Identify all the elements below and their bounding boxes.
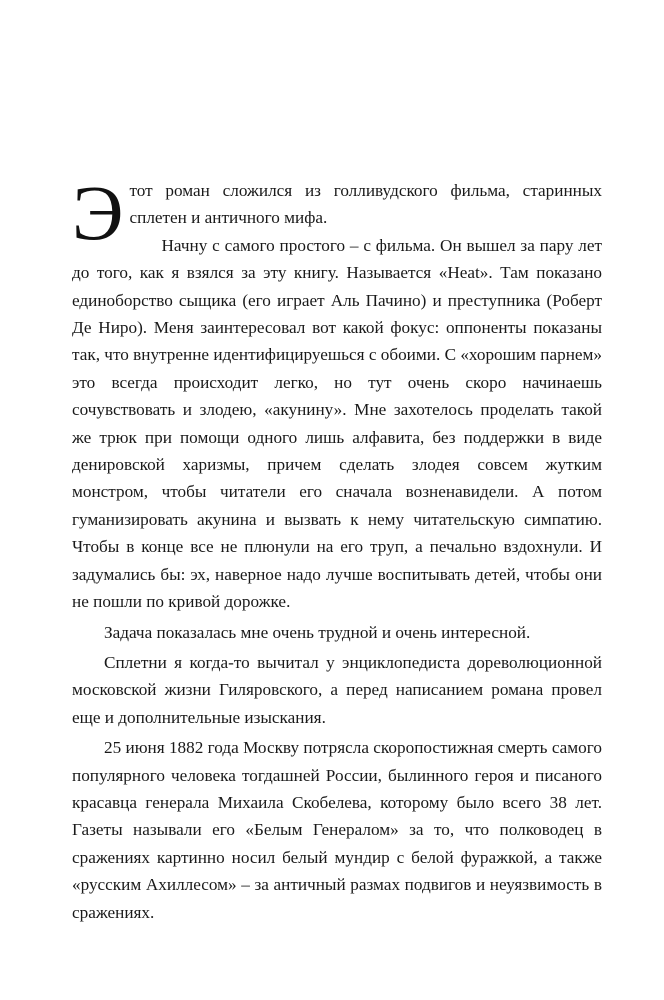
paragraph-2: Начну с самого простого – с фильма. Он вышел за пару лет до того, как я взялся за эту книгу. Называется «Heat». Там показано единоборство сыщика (его играет Аль Пачино) и преступника (Роберт Де Ниро). Меня заинтересовал вот какой фокус: оппоненты показаны так, что внутренне идентифицируешься с обоими. С «хорошим парнем» это всегда происходит легко, но тут очень скоро начинаешь сочувствовать и злодею, «акунину». Мне захотелось проделать такой же трюк при помощи одного лишь алфавита, без поддержки в виде дениpовской харизмы, причем сделать злодея совсем жутким монстром, чтобы читатели его сначала возненавидели. А потом гуманизировать акунина и вызвать к нему читательскую симпатию. Чтобы в конце все не плюнули на его труп, а печально вздохнули. И задумались бы: эх, наверное надо лучше воспитывать детей, чтобы они не пошли по кривой дорожке. bbox=[72, 235, 602, 612]
paragraph-5: 25 июня 1882 года Москву потрясла скоропостижная смерть самого популярного человека тогдашней России, былинного героя и писаного красавца генерала Михаила Скобелева, которому было всего 38 лет. Газеты называли его «Белым Генералом» за то, что полководец в сражениях картинно носил белый мундир с белой фуражкой, а также «русским Ахиллесом» – за античный размах подвигов и неуязвимость в сражениях. bbox=[72, 738, 602, 922]
drop-cap: Э bbox=[72, 169, 124, 256]
paragraph-1 bbox=[72, 169, 602, 256]
paragraph-1-text: тот роман сложился из голливудского фильма, старинных сплетен и античного мифа. bbox=[129, 181, 602, 228]
paragraph-3: Задача показалась мне очень трудной и очень интересной. bbox=[104, 622, 531, 642]
paragraph-4: Сплетни я когда-то вычитал у энциклопедиста дореволюционной московской жизни Гиляровского, а перед написанием романа провел еще и дополнительные изыскания. bbox=[72, 652, 602, 727]
book-page bbox=[72, 169, 602, 926]
